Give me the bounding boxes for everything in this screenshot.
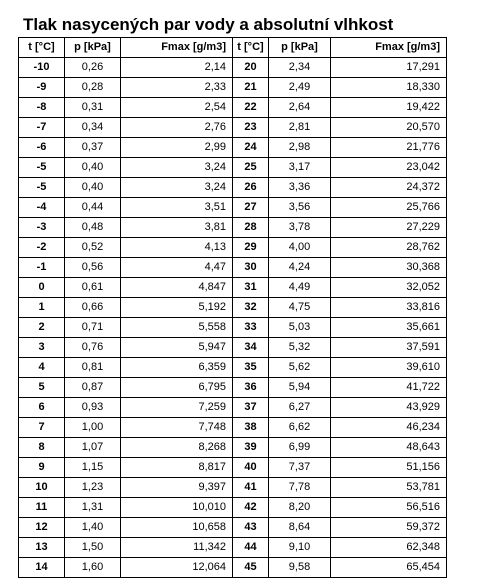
cell-p-2: 3,17: [269, 158, 331, 178]
cell-p-2: 2,34: [269, 58, 331, 78]
cell-t: -7: [19, 118, 65, 138]
cell-p: 0,66: [65, 298, 121, 318]
cell-t: -9: [19, 78, 65, 98]
cell-p-2: 4,00: [269, 238, 331, 258]
table-row: [19, 78, 447, 98]
cell-p: 0,71: [65, 318, 121, 338]
cell-fmax: 5,192: [121, 298, 233, 318]
cell-t: 9: [19, 458, 65, 478]
cell-t-2: 22: [233, 98, 269, 118]
cell-p: 1,40: [65, 518, 121, 538]
cell-p-2: 9,10: [269, 538, 331, 558]
cell-p: 0,61: [65, 278, 121, 298]
cell-p-2: 6,27: [269, 398, 331, 418]
cell-t: -10: [19, 58, 65, 78]
cell-t-2: 35: [233, 358, 269, 378]
table-row: [19, 298, 447, 318]
header-row: [19, 38, 447, 58]
cell-t: 0: [19, 278, 65, 298]
table-row: [19, 238, 447, 258]
table-row: [19, 358, 447, 378]
cell-fmax: 12,064: [121, 558, 233, 578]
table-row: [19, 378, 447, 398]
cell-p: 0,93: [65, 398, 121, 418]
cell-p: 0,48: [65, 218, 121, 238]
cell-fmax-2: 27,229: [331, 218, 447, 238]
table-row: [19, 338, 447, 358]
cell-t-2: 20: [233, 58, 269, 78]
cell-fmax-2: 39,610: [331, 358, 447, 378]
table-row: [19, 158, 447, 178]
cell-t-2: 33: [233, 318, 269, 338]
cell-fmax: 3,24: [121, 178, 233, 198]
cell-fmax-2: 18,330: [331, 78, 447, 98]
cell-t-2: 37: [233, 398, 269, 418]
table-row: [19, 438, 447, 458]
cell-p-2: 5,62: [269, 358, 331, 378]
table-row: [19, 118, 447, 138]
table-row: [19, 198, 447, 218]
cell-fmax-2: 62,348: [331, 538, 447, 558]
cell-fmax-2: 24,372: [331, 178, 447, 198]
cell-p-2: 2,49: [269, 78, 331, 98]
cell-p-2: 5,94: [269, 378, 331, 398]
cell-p: 0,40: [65, 158, 121, 178]
cell-t-2: 44: [233, 538, 269, 558]
cell-t: 5: [19, 378, 65, 398]
table-row: [19, 318, 447, 338]
cell-t-2: 43: [233, 518, 269, 538]
cell-fmax-2: 37,591: [331, 338, 447, 358]
cell-fmax-2: 33,816: [331, 298, 447, 318]
cell-fmax: 9,397: [121, 478, 233, 498]
cell-t-2: 41: [233, 478, 269, 498]
cell-p: 1,23: [65, 478, 121, 498]
cell-p-2: 2,81: [269, 118, 331, 138]
cell-fmax-2: 43,929: [331, 398, 447, 418]
cell-fmax-2: 19,422: [331, 98, 447, 118]
cell-p-2: 4,75: [269, 298, 331, 318]
cell-p: 0,37: [65, 138, 121, 158]
cell-fmax: 5,558: [121, 318, 233, 338]
cell-p-2: 2,98: [269, 138, 331, 158]
cell-fmax-2: 35,661: [331, 318, 447, 338]
cell-t: -5: [19, 158, 65, 178]
header-fmax: Fmax [g/m3]: [121, 38, 233, 58]
table-row: [19, 398, 447, 418]
cell-p-2: 3,36: [269, 178, 331, 198]
cell-p-2: 4,24: [269, 258, 331, 278]
cell-t: 13: [19, 538, 65, 558]
cell-fmax: 7,259: [121, 398, 233, 418]
cell-fmax-2: 41,722: [331, 378, 447, 398]
cell-t: -8: [19, 98, 65, 118]
cell-p-2: 6,62: [269, 418, 331, 438]
cell-p-2: 3,56: [269, 198, 331, 218]
cell-p: 1,07: [65, 438, 121, 458]
cell-fmax-2: 28,762: [331, 238, 447, 258]
cell-t-2: 31: [233, 278, 269, 298]
header-t-2: t [°C]: [233, 38, 269, 58]
cell-fmax-2: 20,570: [331, 118, 447, 138]
cell-p: 1,00: [65, 418, 121, 438]
cell-p: 0,76: [65, 338, 121, 358]
cell-fmax: 2,14: [121, 58, 233, 78]
cell-t-2: 25: [233, 158, 269, 178]
cell-p-2: 5,03: [269, 318, 331, 338]
cell-p: 0,52: [65, 238, 121, 258]
cell-p: 0,87: [65, 378, 121, 398]
cell-fmax-2: 53,781: [331, 478, 447, 498]
cell-p: 1,50: [65, 538, 121, 558]
cell-p: 0,44: [65, 198, 121, 218]
header-p: p [kPa]: [65, 38, 121, 58]
cell-t: -3: [19, 218, 65, 238]
header-fmax-2: Fmax [g/m3]: [331, 38, 447, 58]
cell-p: 1,31: [65, 498, 121, 518]
table-row: [19, 58, 447, 78]
cell-t: 8: [19, 438, 65, 458]
table-row: [19, 498, 447, 518]
cell-fmax: 3,51: [121, 198, 233, 218]
cell-p-2: 8,20: [269, 498, 331, 518]
table-row: [19, 178, 447, 198]
cell-t-2: 27: [233, 198, 269, 218]
cell-p: 0,56: [65, 258, 121, 278]
cell-fmax: 8,817: [121, 458, 233, 478]
cell-p-2: 2,64: [269, 98, 331, 118]
cell-fmax-2: 23,042: [331, 158, 447, 178]
cell-p-2: 7,78: [269, 478, 331, 498]
cell-fmax: 3,81: [121, 218, 233, 238]
cell-t: 1: [19, 298, 65, 318]
table-row: [19, 218, 447, 238]
cell-fmax: 6,795: [121, 378, 233, 398]
cell-t: -4: [19, 198, 65, 218]
cell-fmax: 3,24: [121, 158, 233, 178]
cell-fmax-2: 21,776: [331, 138, 447, 158]
cell-fmax: 5,947: [121, 338, 233, 358]
cell-fmax-2: 17,291: [331, 58, 447, 78]
cell-t: -1: [19, 258, 65, 278]
cell-fmax-2: 56,516: [331, 498, 447, 518]
cell-fmax-2: 48,643: [331, 438, 447, 458]
cell-t: 4: [19, 358, 65, 378]
table-row: [19, 418, 447, 438]
data-table: [18, 37, 447, 578]
cell-t-2: 40: [233, 458, 269, 478]
cell-p: 0,31: [65, 98, 121, 118]
cell-p: 0,81: [65, 358, 121, 378]
cell-t-2: 28: [233, 218, 269, 238]
cell-fmax: 4,47: [121, 258, 233, 278]
cell-p-2: 6,99: [269, 438, 331, 458]
cell-p-2: 4,49: [269, 278, 331, 298]
cell-fmax: 4,13: [121, 238, 233, 258]
cell-fmax-2: 30,368: [331, 258, 447, 278]
cell-t-2: 34: [233, 338, 269, 358]
cell-fmax: 6,359: [121, 358, 233, 378]
header-t: t [°C]: [19, 38, 65, 58]
cell-p-2: 7,37: [269, 458, 331, 478]
cell-t: 7: [19, 418, 65, 438]
cell-p: 1,60: [65, 558, 121, 578]
cell-p-2: 9,58: [269, 558, 331, 578]
table-row: [19, 258, 447, 278]
cell-p: 0,26: [65, 58, 121, 78]
cell-fmax: 10,658: [121, 518, 233, 538]
cell-fmax-2: 32,052: [331, 278, 447, 298]
cell-t-2: 24: [233, 138, 269, 158]
cell-t: 11: [19, 498, 65, 518]
table-row: [19, 98, 447, 118]
cell-fmax: 11,342: [121, 538, 233, 558]
cell-fmax-2: 51,156: [331, 458, 447, 478]
cell-fmax: 10,010: [121, 498, 233, 518]
cell-t: 14: [19, 558, 65, 578]
table-row: [19, 478, 447, 498]
cell-p-2: 3,78: [269, 218, 331, 238]
cell-t: 12: [19, 518, 65, 538]
cell-p: 0,28: [65, 78, 121, 98]
cell-fmax-2: 59,372: [331, 518, 447, 538]
cell-t-2: 29: [233, 238, 269, 258]
cell-t: -2: [19, 238, 65, 258]
cell-fmax-2: 25,766: [331, 198, 447, 218]
cell-t-2: 26: [233, 178, 269, 198]
cell-t-2: 32: [233, 298, 269, 318]
cell-fmax-2: 65,454: [331, 558, 447, 578]
cell-fmax-2: 46,234: [331, 418, 447, 438]
cell-fmax: 7,748: [121, 418, 233, 438]
table-row: [19, 278, 447, 298]
cell-t: -5: [19, 178, 65, 198]
cell-t-2: 38: [233, 418, 269, 438]
cell-t: 2: [19, 318, 65, 338]
cell-p-2: 5,32: [269, 338, 331, 358]
table-row: [19, 458, 447, 478]
table-row: [19, 538, 447, 558]
cell-t-2: 36: [233, 378, 269, 398]
cell-t-2: 42: [233, 498, 269, 518]
table-row: [19, 138, 447, 158]
sheet-title: Tlak nasycených par vody a absolutní vlhkost: [23, 15, 394, 34]
cell-t-2: 21: [233, 78, 269, 98]
cell-t: 3: [19, 338, 65, 358]
cell-fmax: 8,268: [121, 438, 233, 458]
cell-fmax: 2,54: [121, 98, 233, 118]
cell-t-2: 23: [233, 118, 269, 138]
cell-fmax: 2,99: [121, 138, 233, 158]
table-body: [19, 58, 447, 578]
cell-p: 0,34: [65, 118, 121, 138]
cell-p-2: 8,64: [269, 518, 331, 538]
cell-t-2: 39: [233, 438, 269, 458]
table-row: [19, 558, 447, 578]
table-row: [19, 518, 447, 538]
cell-fmax: 2,33: [121, 78, 233, 98]
cell-fmax: 2,76: [121, 118, 233, 138]
cell-t: -6: [19, 138, 65, 158]
header-p-2: p [kPa]: [269, 38, 331, 58]
cell-t: 6: [19, 398, 65, 418]
cell-t-2: 30: [233, 258, 269, 278]
cell-t-2: 45: [233, 558, 269, 578]
cell-p: 0,40: [65, 178, 121, 198]
cell-p: 1,15: [65, 458, 121, 478]
cell-t: 10: [19, 478, 65, 498]
cell-fmax: 4,847: [121, 278, 233, 298]
